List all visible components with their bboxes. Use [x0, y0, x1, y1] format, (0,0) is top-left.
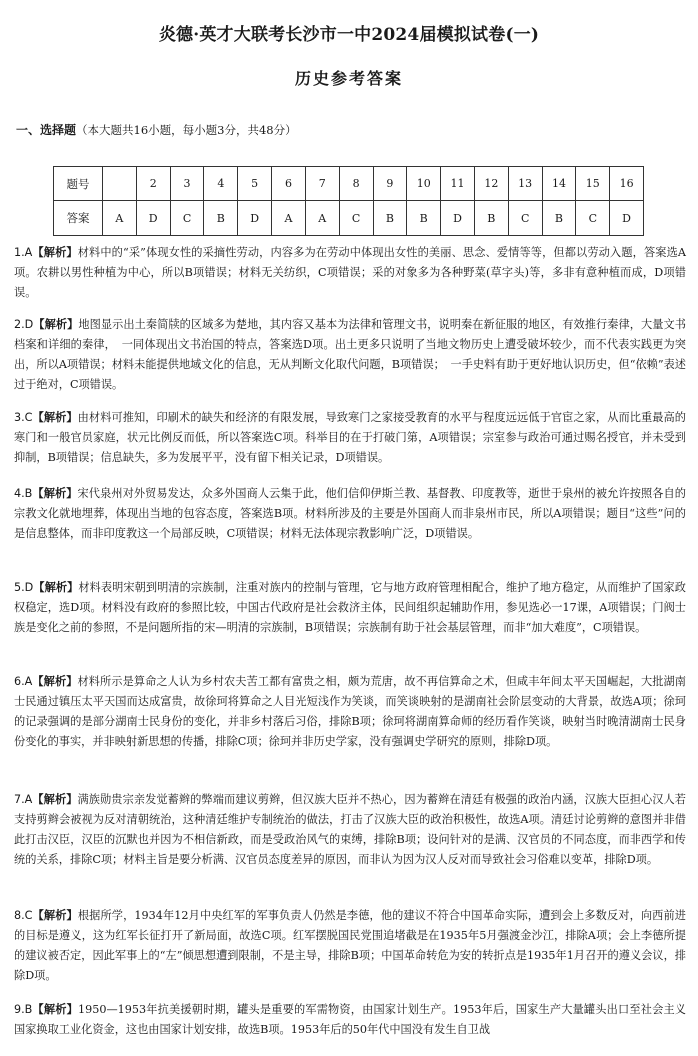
item-text: 材料表明宋朝到明清的宗族制，注重对族内的控制与管理，它与地方政府管理相配合，维护了地方稳定，从而维护了国家政权稳定，选D项。材料没有政府的参照比较，中国古代政府是社会救济主体，民间组织起辅助作用，参见选必一17课，A项错误；门阀士族是变化之前的参照，不是问题所指的宋—明清的宗族制，B项错误；宗族制有助于社会基层管理，而非“加大难度”，C项错误。: [14, 581, 686, 634]
item-text: 地图显示出土秦简牍的区域多为楚地，其内容又基本为法律和管理文书，说明秦在新征服的地区，有效推行秦律，大量文书档案和详细的秦律， 一同体现出文书治国的特点，答案选D项。出土更多只说明了当地文物历史上遭受破坏较少，而不代表实践更为突出，所以A项错误；材料未能提供地域文化的信息，无从判断文化取代问题，B项错误； 一手史料有助于更好地认识历史，但“依赖”表述过于绝对，C项错误。: [14, 318, 686, 391]
answer-row-label: 答案: [54, 201, 103, 236]
item-text: 材料所示是算命之人认为乡村农夫苦工都有富贵之相，颇为荒唐，故不再信算命之术，但咸丰年间太平天国崛起，大批湖南士民通过镇压太平天国而达成富贵，故徐珂将算命之人目光短浅作为笑谈，而笑谈映射的是湖南社会阶层变动的大背景，故选A项；徐珂的记录强调的是部分湖南士民身份的变化，并非乡村落后习俗，排除B项；徐珂将湖南算命师的经历看作笑谈，映射当时晚清湖南士民身份变化的事实，并非映射新思想的传播，排除C项；徐珂并非历史学家，没有强调史学研究的原则，排除D项。: [14, 675, 686, 748]
explanation-item: [14, 790, 686, 870]
answer-cell: A: [272, 201, 306, 236]
item-text: 满族勋贵宗亲发觉蓄辫的弊端而建议剪辫，但汉族大臣并不热心，因为蓄辫在清廷有极强的政治内涵，汉族大臣担心汉人若支持剪辫会被视为反对清朝统治，这种清廷维护专制统治的做法，打击了汉族大臣的政治积极性，故选A项。清廷讨论剪辫的意图并非借此打击汉臣，汉臣的沉默也并因为不相信新政，而是受政治风气的束缚，排除B项；设问针对的是满、汉官员的不同态度，而非西学和传统的关系，排除C项；材料主旨是要分析满、汉官员态度差异的原因，而非认为因为汉人反对而导致社会习俗难以变革，排除D项。: [14, 793, 686, 866]
answer-cell: B: [373, 201, 407, 236]
explanation-item: [14, 1000, 686, 1040]
answer-cell: B: [474, 201, 508, 236]
analysis-tag: 【解析】: [32, 793, 78, 806]
item-number: 6.A: [14, 675, 33, 688]
section-note: （本大题共16小题，每小题3分，共48分）: [76, 123, 297, 137]
item-text: 由材料可推知，印刷术的缺失和经济的有限发展，导致寒门之家接受教育的水平与程度远远低于官宦之家，从而比重最高的寒门和一般官员家庭，状元比例反而低，所以答案选C项。科举目的在于打破门第，A项错误；宗室参与政治可通过赐名授官，并未受到抑制，B项错误；信息缺失，多为发展平平，没有留下相关记录，D项错误。: [14, 411, 686, 464]
analysis-tag: 【解析】: [32, 487, 78, 500]
section-label: 一、选择题: [16, 123, 77, 137]
question-number-cell: [103, 167, 137, 201]
item-number: 1.A: [14, 246, 33, 259]
question-number-cell: 15: [576, 167, 610, 201]
answer-cell: D: [238, 201, 272, 236]
answer-cell: C: [576, 201, 610, 236]
answer-cell: D: [136, 201, 170, 236]
explanation-item: [14, 578, 686, 638]
answer-cell: B: [204, 201, 238, 236]
answer-cell: C: [508, 201, 542, 236]
analysis-tag: 【解析】: [32, 411, 78, 424]
explanation-item: [14, 484, 686, 544]
analysis-tag: 【解析】: [32, 675, 78, 688]
answer-cell: B: [542, 201, 576, 236]
question-number-cell: 4: [204, 167, 238, 201]
question-number-cell: 16: [610, 167, 644, 201]
question-number-cell: 5: [238, 167, 272, 201]
explanation-item: [14, 315, 686, 395]
explanation-item: [14, 243, 686, 303]
question-number-cell: 8: [339, 167, 373, 201]
answer-cell: C: [339, 201, 373, 236]
question-number-cell: 6: [272, 167, 306, 201]
analysis-tag: 【解析】: [32, 246, 78, 259]
question-number-row: [54, 167, 644, 201]
item-number: 2.D: [14, 318, 34, 331]
item-number: 8.C: [14, 909, 33, 922]
answer-key-title: 历史参考答案: [294, 69, 403, 88]
item-number: 7.A: [14, 793, 33, 806]
answer-table: [53, 166, 644, 236]
answer-cell: A: [305, 201, 339, 236]
answer-cell: D: [441, 201, 475, 236]
question-number-cell: 9: [373, 167, 407, 201]
question-number-cell: 11: [441, 167, 475, 201]
answer-cell: A: [103, 201, 137, 236]
item-number: 4.B: [14, 487, 33, 500]
item-text: 根据所学，1934年12月中央红军的军事负责人仍然是李德，他的建议不符合中国革命实际，遭到会上多数反对，向西前进的目标是遵义，这为红军长征打开了新局面，故选C项。红军摆脱国民党围追堵截是在1935年5月强渡金沙江，排除A项；会上李德所提的建议被否定，因此军事上的“左”倾思想遭到限制，不是主导，排除B项；中国革命转危为安的转折点是1935年1月召开的遵义会议，排除D项。: [14, 909, 686, 982]
question-number-cell: 2: [136, 167, 170, 201]
item-number: 9.B: [14, 1003, 33, 1016]
answer-row: [54, 201, 644, 236]
item-number: 3.C: [14, 411, 33, 424]
question-number-cell: 12: [474, 167, 508, 201]
analysis-tag: 【解析】: [32, 909, 78, 922]
answer-cell: D: [610, 201, 644, 236]
question-number-cell: 10: [407, 167, 441, 201]
item-text: 1950—1953年抗美援朝时期，罐头是重要的军需物资，由国家计划生产。1953年后，国家生产大量罐头出口至社会主义国家换取工业化资金，这也由国家计划安排，故选B项。1953年后的50年代中国没有发生自卫战: [14, 1003, 686, 1036]
item-number: 5.D: [14, 581, 34, 594]
answer-cell: C: [170, 201, 204, 236]
item-text: 材料中的“采”体现女性的采摘性劳动，内容多为在劳动中体现出女性的美丽、思念、爱情等等，但都以劳动入题，答案选A项。农耕以男性种植为中心，所以B项错误；材料无关纺织，C项错误；采的对象多为各种野菜(草字头)等，多非有意种植而成，D项错误。: [14, 246, 686, 299]
analysis-tag: 【解析】: [33, 581, 79, 594]
answer-cell: B: [407, 201, 441, 236]
exam-title: 炎德·英才大联考长沙市一中2024届模拟试卷(一): [158, 25, 540, 45]
question-number-cell: 7: [305, 167, 339, 201]
explanation-item: [14, 672, 686, 752]
section-heading: [16, 121, 297, 138]
explanation-item: [14, 408, 686, 468]
analysis-tag: 【解析】: [33, 318, 79, 331]
analysis-tag: 【解析】: [32, 1003, 78, 1016]
question-number-cell: 13: [508, 167, 542, 201]
explanation-item: [14, 906, 686, 986]
item-text: 宋代泉州对外贸易发达，众多外国商人云集于此，他们信仰伊斯兰教、基督教、印度教等，逝世于泉州的被允许按照各自的宗教文化就地埋葬，体现出当地的包容态度，答案选B项。材料所涉及的主要是外国商人而非泉州市民，所以A项错误；题目“这些”问的是信息整体，而非印度教这一个局部反映，C项错误；材料无法体现宗教影响广泛，D项错误。: [14, 487, 686, 540]
question-number-cell: 3: [170, 167, 204, 201]
question-number-cell: 14: [542, 167, 576, 201]
question-row-label: 题号: [54, 167, 103, 201]
